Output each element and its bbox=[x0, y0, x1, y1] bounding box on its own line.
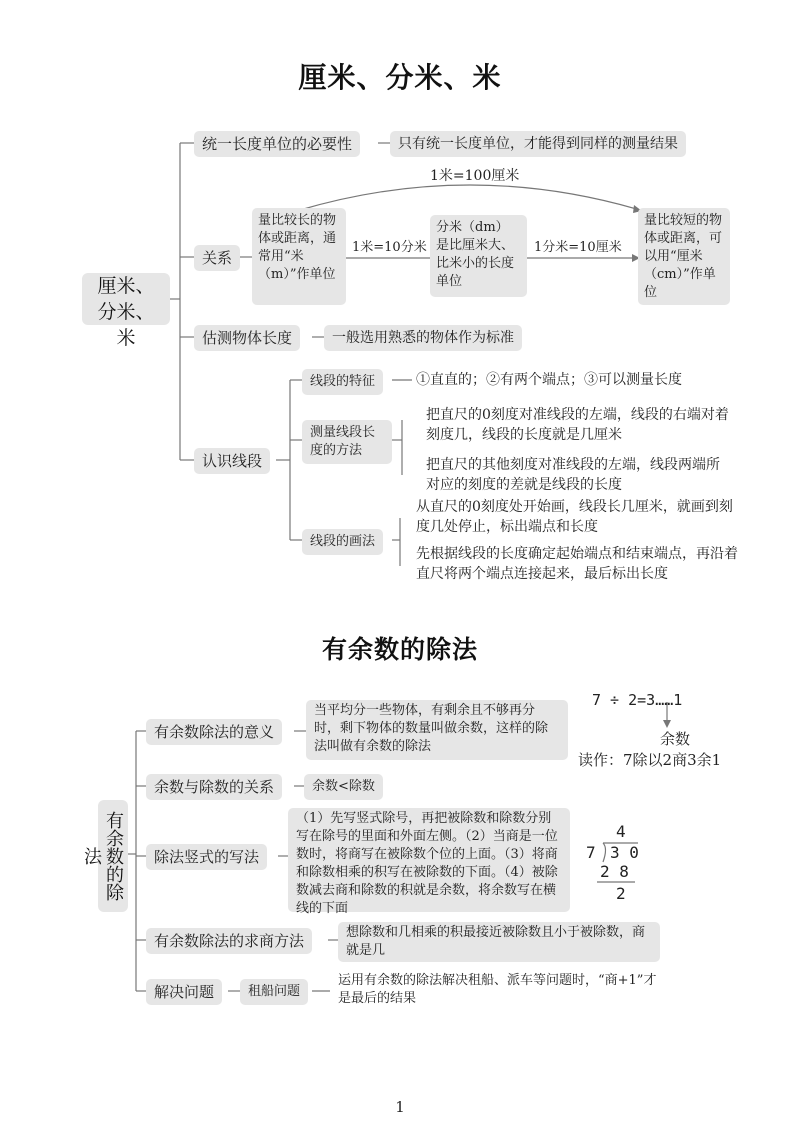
ld-divisor: 7 bbox=[586, 843, 596, 862]
draw-method-1: 从直尺的0刻度处开始画，线段长几厘米，就画到刻度几处停止，标出端点和长度 bbox=[416, 499, 733, 535]
box-decimeter: 分米（dm）是比厘米大、比米小的长度单位 bbox=[430, 215, 527, 297]
draw-method-2: 先根据线段的长度确定起始端点和结束端点，再沿着直尺将两个端点连接起来，最后标出长度 bbox=[416, 546, 738, 582]
example-reading: 读作：7除以2商3余1 bbox=[578, 751, 722, 769]
example-equation: 7 ÷ 2=3……1 bbox=[592, 691, 683, 709]
branch-relation-divisor-text: 余数<除数 bbox=[304, 774, 383, 800]
branch-vertical-form-text: （1）先写竖式除号，再把被除数和除数分别写在除号的里面和外面左侧。（2）当商是一位数时，将商写在被除数个位的上面。（3）将商和除数相乘的积写在被除数的下面。（4）被除数减去商和除数的积就是余数，将余数写在横线的下面 bbox=[288, 808, 570, 912]
branch-relation: 关系 bbox=[194, 245, 240, 271]
branch-solve-problem: 解决问题 bbox=[146, 979, 222, 1005]
ld-remainder: 2 bbox=[616, 884, 626, 903]
arrow-label-m-dm: 1米=10分米 bbox=[352, 240, 427, 255]
section1-root bbox=[82, 273, 170, 349]
branch-line-segment: 认识线段 bbox=[194, 448, 270, 474]
ld-product: 2 8 bbox=[600, 862, 629, 881]
branch-vertical-form: 除法竖式的写法 bbox=[146, 844, 267, 870]
arrow-label-dm-cm: 1分米=10厘米 bbox=[534, 240, 622, 255]
measure-method-2: 把直尺的其他刻度对准线段的左端，线段两端所对应的刻度的差就是线段的长度 bbox=[426, 457, 720, 493]
branch-meaning: 有余数除法的意义 bbox=[146, 719, 282, 745]
sub-segment-features: 线段的特征 bbox=[302, 369, 383, 395]
sub-segment-measure: 测量线段长度的方法 bbox=[302, 420, 392, 464]
branch-relation-divisor: 余数与除数的关系 bbox=[146, 774, 282, 800]
sub-segment-draw: 线段的画法 bbox=[302, 529, 383, 555]
branch-estimate-text: 一般选用熟悉的物体作为标准 bbox=[324, 325, 522, 351]
branch-unit-necessity-text: 只有统一长度单位，才能得到同样的测量结果 bbox=[390, 131, 686, 157]
arc-label: 1米=100厘米 bbox=[430, 168, 520, 184]
branch-quotient-method: 有余数除法的求商方法 bbox=[146, 928, 312, 954]
ld-dividend: 3 0 bbox=[610, 843, 639, 862]
ld-quotient: 4 bbox=[616, 822, 626, 841]
measure-method-1: 把直尺的0刻度对准线段的左端，线段的右端对着刻度几，线段的长度就是几厘米 bbox=[426, 407, 729, 443]
sub-segment-features-text: ①直直的；②有两个端点；③可以测量长度 bbox=[416, 372, 682, 388]
section2-title: 有余数的除法 bbox=[321, 635, 478, 664]
section2-root: 有余数的除法 bbox=[98, 800, 128, 912]
section1-title: 厘米、分米、米 bbox=[298, 61, 502, 94]
remainder-label: 余数 bbox=[660, 730, 691, 748]
branch-solve-problem-text: 运用有余数的除法解决租船、派车等问题时，“商+1”才是最后的结果 bbox=[338, 973, 657, 1006]
branch-estimate: 估测物体长度 bbox=[194, 325, 300, 351]
box-centimeter: 量比较短的物体或距离，可以用“厘米（cm）”作单位 bbox=[638, 208, 730, 305]
branch-meaning-text: 当平均分一些物体，有剩余且不够再分时，剩下物体的数量叫做余数，这样的除法叫做有余数的除法 bbox=[306, 700, 568, 760]
sub-boat-rental: 租船问题 bbox=[240, 979, 308, 1005]
section1-root-label: 厘米、分米、米 bbox=[97, 275, 155, 349]
branch-quotient-method-text: 想除数和几相乘的积最接近被除数且小于被除数，商就是几 bbox=[338, 922, 660, 962]
box-meter: 量比较长的物体或距离，通常用“米（m）”作单位 bbox=[252, 208, 346, 305]
page-number: 1 bbox=[395, 1098, 405, 1116]
branch-unit-necessity: 统一长度单位的必要性 bbox=[194, 131, 360, 157]
